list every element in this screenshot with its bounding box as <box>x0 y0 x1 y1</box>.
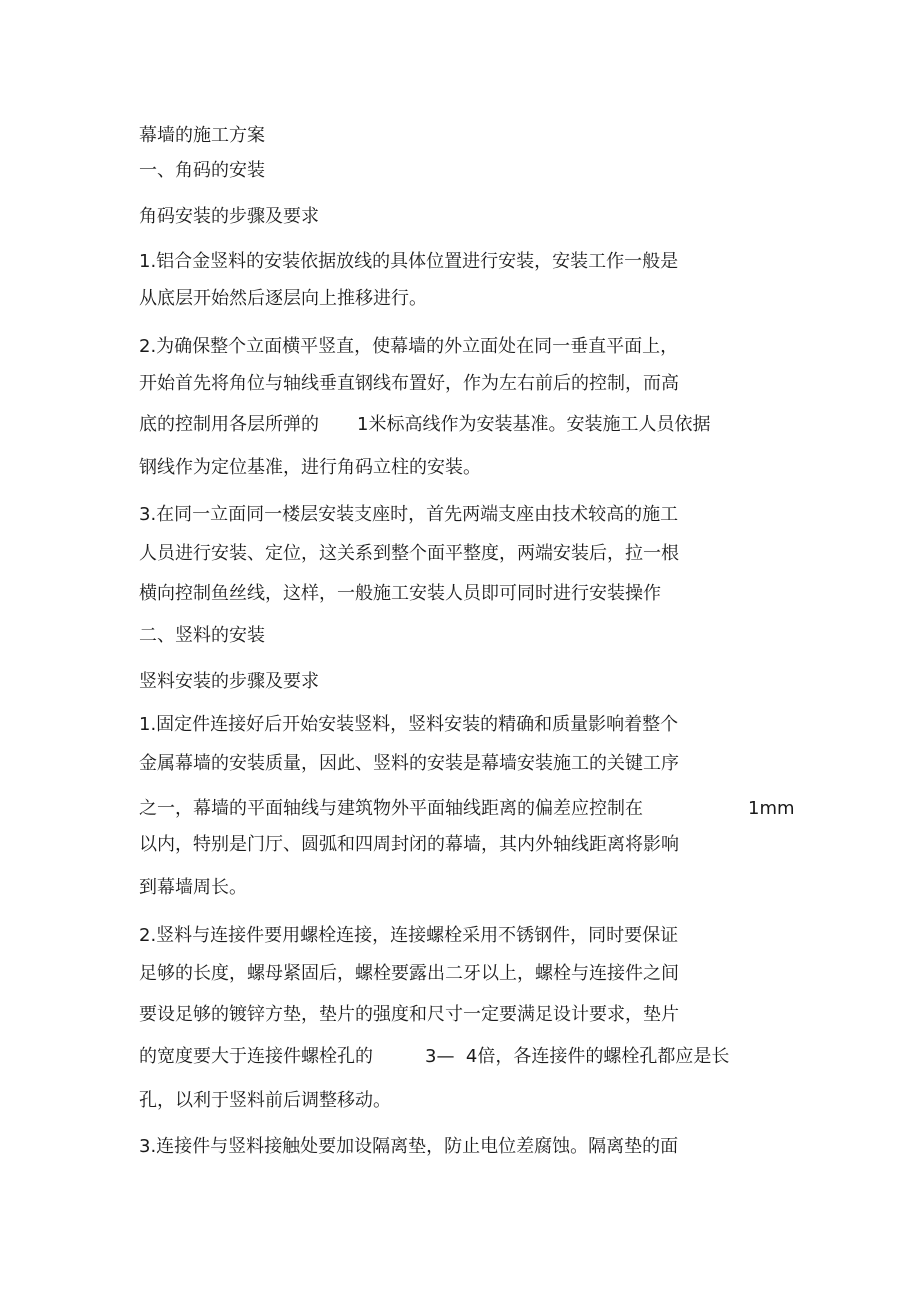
paragraph-line: 人员进行安装、定位，这关系到整个面平整度，两端安装后，拉一根 <box>139 543 679 564</box>
section-subheading-2: 竖料安装的步骤及要求 <box>139 671 319 692</box>
paragraph-line: 之一，幕墙的平面轴线与建筑物外平面轴线距离的偏差应控制在 <box>139 798 643 819</box>
paragraph-line: 孔，以利于竖料前后调整移动。 <box>139 1090 391 1111</box>
paragraph-line: 2.竖料与连接件要用螺栓连接，连接螺栓采用不锈钢件，同时要保证 <box>139 925 679 946</box>
paragraph-line: 3— 4倍，各连接件的螺栓孔都应是长 <box>425 1046 730 1067</box>
paragraph-line: 金属幕墙的安装质量，因此、竖料的安装是幕墙安装施工的关键工序 <box>139 753 679 774</box>
paragraph-line: 足够的长度，螺母紧固后，螺栓要露出二牙以上，螺栓与连接件之间 <box>139 963 679 984</box>
paragraph-line: 到幕墙周长。 <box>139 877 247 898</box>
paragraph-line: 的宽度要大于连接件螺栓孔的 <box>139 1046 373 1067</box>
paragraph-line: 1.铝合金竖料的安装依据放线的具体位置进行安装，安装工作一般是 <box>139 251 679 272</box>
paragraph-line: 以内，特别是门厅、圆弧和四周封闭的幕墙，其内外轴线距离将影响 <box>139 834 679 855</box>
paragraph-line: 从底层开始然后逐层向上推移进行。 <box>139 288 427 309</box>
section-heading-1: 一、角码的安装 <box>139 160 265 181</box>
paragraph-line: 钢线作为定位基准，进行角码立柱的安装。 <box>139 457 481 478</box>
paragraph-line: 1mm <box>748 798 795 819</box>
paragraph-line: 要设足够的镀锌方垫，垫片的强度和尺寸一定要满足设计要求，垫片 <box>139 1004 679 1025</box>
paragraph-line: 开始首先将角位与轴线垂直钢线布置好，作为左右前后的控制，而高 <box>139 373 679 394</box>
paragraph-line: 横向控制鱼丝线，这样，一般施工安装人员即可同时进行安装操作 <box>139 583 661 604</box>
paragraph-line: 1.固定件连接好后开始安装竖料，竖料安装的精确和质量影响着整个 <box>139 714 679 735</box>
document-title: 幕墙的施工方案 <box>139 125 265 146</box>
paragraph-line: 底的控制用各层所弹的 <box>139 414 319 435</box>
paragraph-line: 3.连接件与竖料接触处要加设隔离垫，防止电位差腐蚀。隔离垫的面 <box>139 1136 679 1157</box>
section-subheading-1: 角码安装的步骤及要求 <box>139 206 319 227</box>
paragraph-line: 1米标高线作为安装基准。安装施工人员依据 <box>357 414 711 435</box>
section-heading-2: 二、竖料的安装 <box>139 625 265 646</box>
paragraph-line: 3.在同一立面同一楼层安装支座时，首先两端支座由技术较高的施工 <box>139 504 679 525</box>
paragraph-line: 2.为确保整个立面横平竖直，使幕墙的外立面处在同一垂直平面上， <box>139 336 679 357</box>
